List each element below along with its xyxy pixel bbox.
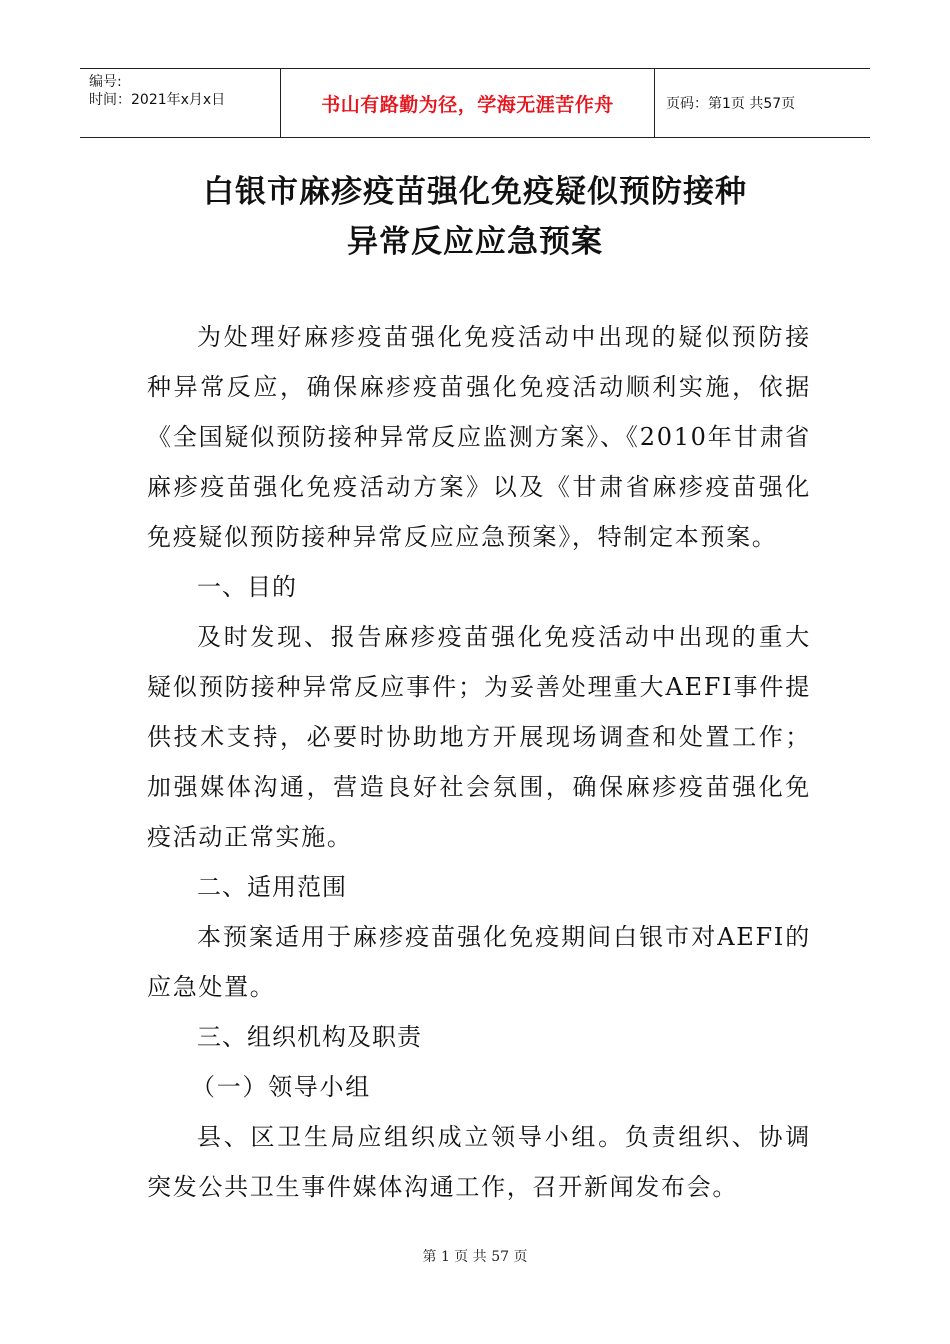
section2-paragraph: 本预案适用于麻疹疫苗强化免疫期间白银市对AEFI的应急处置。 xyxy=(147,923,811,1001)
document-body xyxy=(147,312,811,1212)
section3-heading: 三、组织机构及职责 xyxy=(197,1023,422,1051)
section1-heading: 一、目的 xyxy=(197,573,297,601)
document-header xyxy=(80,68,870,138)
header-number-label: 编号: xyxy=(89,74,122,90)
header-meta-cell xyxy=(80,69,281,137)
section1-paragraph: 及时发现、报告麻疹疫苗强化免疫活动中出现的重大疑似预防接种异常反应事件；为妥善处理重大AEFI事件提供技术支持，必要时协助地方开展现场调查和处置工作；加强媒体沟通，营造良好社会氛围，确保麻疹疫苗强化免疫活动正常实施。 xyxy=(147,623,811,851)
section3-subheading-1: （一）领导小组 xyxy=(191,1073,371,1101)
section3-sub1-paragraph: 县、区卫生局应组织成立领导小组。负责组织、协调突发公共卫生事件媒体沟通工作，召开新闻发布会。 xyxy=(147,1123,811,1201)
header-page-info: 页码：第1页 共57页 xyxy=(666,96,796,112)
header-time-label: 时间：2021年x月x日 xyxy=(89,92,226,108)
section2-heading: 二、适用范围 xyxy=(197,873,347,901)
intro-paragraph: 为处理好麻疹疫苗强化免疫活动中出现的疑似预防接种异常反应，确保麻疹疫苗强化免疫活动顺利实施，依据《全国疑似预防接种异常反应监测方案》、《2010年甘肃省麻疹疫苗强化免疫活动方案》以及《甘肃省麻疹疫苗强化免疫疑似预防接种异常反应应急预案》，特制定本预案。 xyxy=(147,323,811,551)
page-footer: 第 1 页 共 57 页 xyxy=(422,1249,528,1265)
document-title-line2: 异常反应应急预案 xyxy=(347,224,603,260)
header-motto: 书山有路勤为径，学海无涯苦作舟 xyxy=(281,69,655,137)
document-title-line1: 白银市麻疹疫苗强化免疫疑似预防接种 xyxy=(203,174,747,210)
